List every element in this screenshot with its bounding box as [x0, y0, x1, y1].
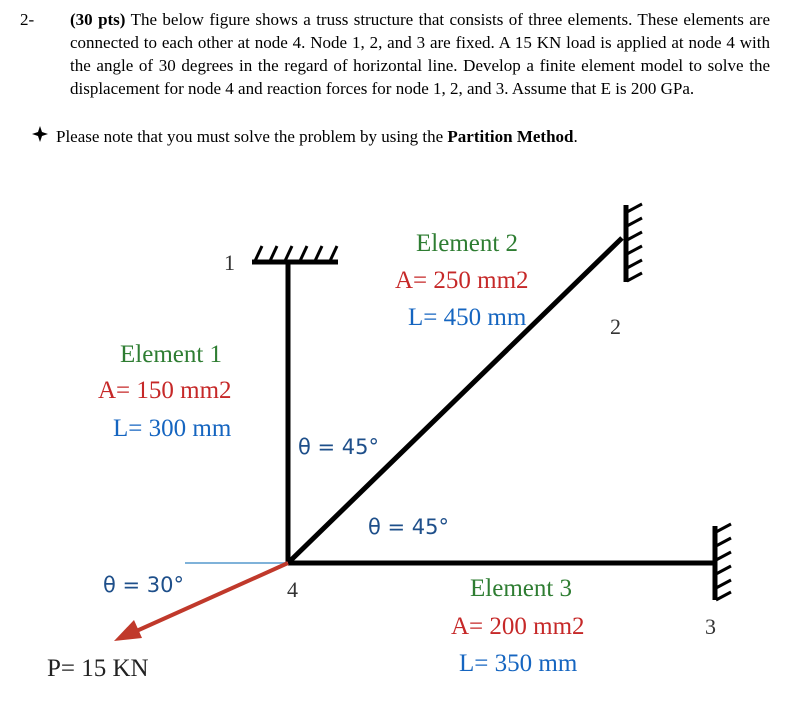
note-bold-method: Partition Method — [447, 127, 574, 146]
angle-label-load: θ = 30° — [103, 573, 185, 597]
element3-title: Element 3 — [470, 575, 573, 602]
element2-area: A= 250 mm2 — [395, 267, 529, 294]
element2-length: L= 450 mm — [408, 304, 527, 331]
element3-length: L= 350 mm — [459, 650, 578, 677]
node-label-2: 2 — [610, 314, 621, 339]
load-label: P= 15 KN — [47, 655, 149, 682]
fixed-support-node1-icon — [252, 246, 338, 262]
angle-label-element3: θ = 45° — [368, 515, 450, 539]
fixed-support-node2-icon — [626, 204, 642, 282]
element2-title: Element 2 — [416, 230, 519, 257]
element3-area: A= 200 mm2 — [451, 613, 585, 640]
element1-area: A= 150 mm2 — [98, 377, 232, 404]
element1-title: Element 1 — [120, 341, 223, 368]
question-number: 2- — [20, 10, 35, 29]
fixed-support-node3-icon — [715, 524, 731, 600]
node-label-1: 1 — [224, 250, 235, 275]
note-suffix: . — [573, 127, 578, 146]
angle-label-element1: θ = 45° — [298, 435, 380, 459]
node-label-4: 4 — [287, 577, 298, 602]
element1-length: L= 300 mm — [113, 415, 232, 442]
question-points: (30 pts) — [70, 10, 126, 29]
note-text: Please note that you must solve the problem by using the — [56, 127, 448, 146]
node-label-3: 3 — [705, 614, 716, 639]
question-text: The below figure shows a truss structure that consists of three elements. These elements are connected to each other at node 4. Node 1, 2, and 3 are fixed. A 15 KN load is applied at node 4 with the angle of 30 degrees in the regard of horizontal line. Develop a finite element model to solve the displacement for node 4 and reaction forces for node 1, 2, and 3. Assume that E is 200 GPa. — [70, 10, 771, 98]
